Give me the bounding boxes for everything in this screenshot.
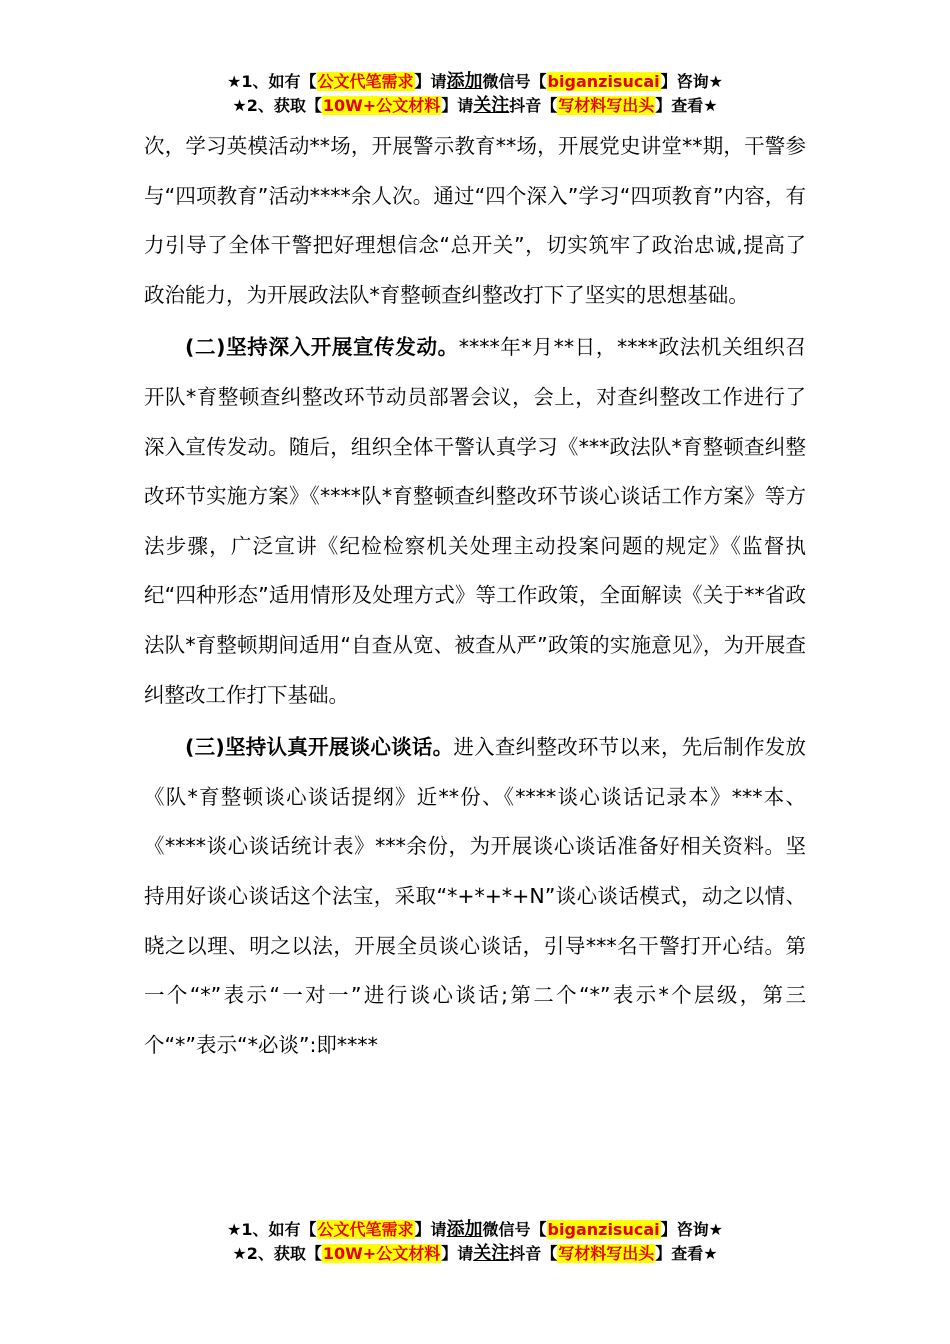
banner-text: 抖音【 (509, 96, 558, 115)
paragraph-1: 次，学习英模活动**场，开展警示教育**场，开展党史讲堂**期，干警参与“四项教育”活动****余人次。通过“四个深入”学习“四项教育”内容，有力引导了全体干警把好理想信念“总开关”，切实筑牢了政治忠诚,提高了政治能力，为开展政法队*育整顿查纠整改打下了坚实的思想基础。 (144, 134, 806, 307)
banner-underlined: 关注 (473, 1243, 510, 1264)
document-body (144, 122, 806, 1070)
paragraph-3 (144, 723, 806, 1070)
banner-highlight: 公文代笔需求 (317, 1220, 414, 1239)
section-heading: (二)坚持深入开展宣传发动。 (185, 335, 459, 360)
banner-text: 】咨询★ (660, 1220, 723, 1239)
banner-underlined: 添加 (446, 71, 483, 92)
banner-underlined: 关注 (473, 95, 510, 116)
banner-text: 抖音【 (509, 1244, 558, 1263)
banner-underlined: 添加 (446, 1219, 483, 1240)
banner-line-1 (0, 70, 950, 94)
banner-text: 】请 (441, 1244, 474, 1263)
banner-text: 】查看★ (655, 96, 718, 115)
banner-line-2 (0, 94, 950, 118)
banner-highlight: 10W+公文材料 (322, 96, 441, 115)
banner-line-2 (0, 1242, 950, 1266)
banner-text: 微信号【 (482, 72, 547, 91)
banner-text: ★2、获取【 (232, 1244, 322, 1263)
banner-highlight: biganzisucai (547, 1220, 660, 1239)
section-heading: (三)坚持认真开展谈心谈话。 (185, 735, 454, 760)
banner-highlight: 写材料写出头 (558, 1244, 655, 1263)
banner-text: 】请 (414, 72, 447, 91)
banner-text: ★1、如有【 (227, 72, 317, 91)
paragraph-2 (144, 323, 806, 720)
banner-text: ★1、如有【 (227, 1220, 317, 1239)
banner-highlight: 写材料写出头 (558, 96, 655, 115)
banner-text: 】咨询★ (660, 72, 723, 91)
banner-highlight: 公文代笔需求 (317, 72, 414, 91)
paragraph-text: ****年*月**日，****政法机关组织召开队*育整顿查纠整改环节动员部署会议，会上，对查纠整改工作进行了深入宣传发动。随后，组织全体干警认真学习《***政法队*育整顿查纠整改环节实施方案》《****队*育整顿查纠整改环节谈心谈话工作方案》等方法步骤，广泛宣讲《纪检检察机关处理主动投案问题的规定》《监督执纪“四种形态”适用情形及处理方式》等工作政策，全面解读《关于**省政法队*育整顿期间适用“自查从宽、被查从严”政策的实施意见》，为开展查纠整改工作打下基础。 (144, 335, 806, 707)
top-banner (0, 70, 950, 118)
bottom-banner (0, 1218, 950, 1266)
banner-text: 】请 (441, 96, 474, 115)
banner-text: 】查看★ (655, 1244, 718, 1263)
banner-highlight: 10W+公文材料 (322, 1244, 441, 1263)
banner-text: 微信号【 (482, 1220, 547, 1239)
banner-text: ★2、获取【 (232, 96, 322, 115)
banner-highlight: biganzisucai (547, 72, 660, 91)
banner-text: 】请 (414, 1220, 447, 1239)
paragraph-text: 进入查纠整改环节以来，先后制作发放《队*育整顿谈心谈话提纲》近**份、《****谈心谈话记录本》***本、《****谈心谈话统计表》***余份，为开展谈心谈话准备好相关资料。坚持用好谈心谈话这个法宝，采取“*+*+*+N”谈心谈话模式，动之以情、晓之以理、明之以法，开展全员谈心谈话，引导***名干警打开心结。第一个“*”表示“一对一”进行谈心谈话;第二个“*”表示*个层级，第三个“*”表示“*必谈”:即**** (144, 735, 806, 1057)
banner-line-1 (0, 1218, 950, 1242)
